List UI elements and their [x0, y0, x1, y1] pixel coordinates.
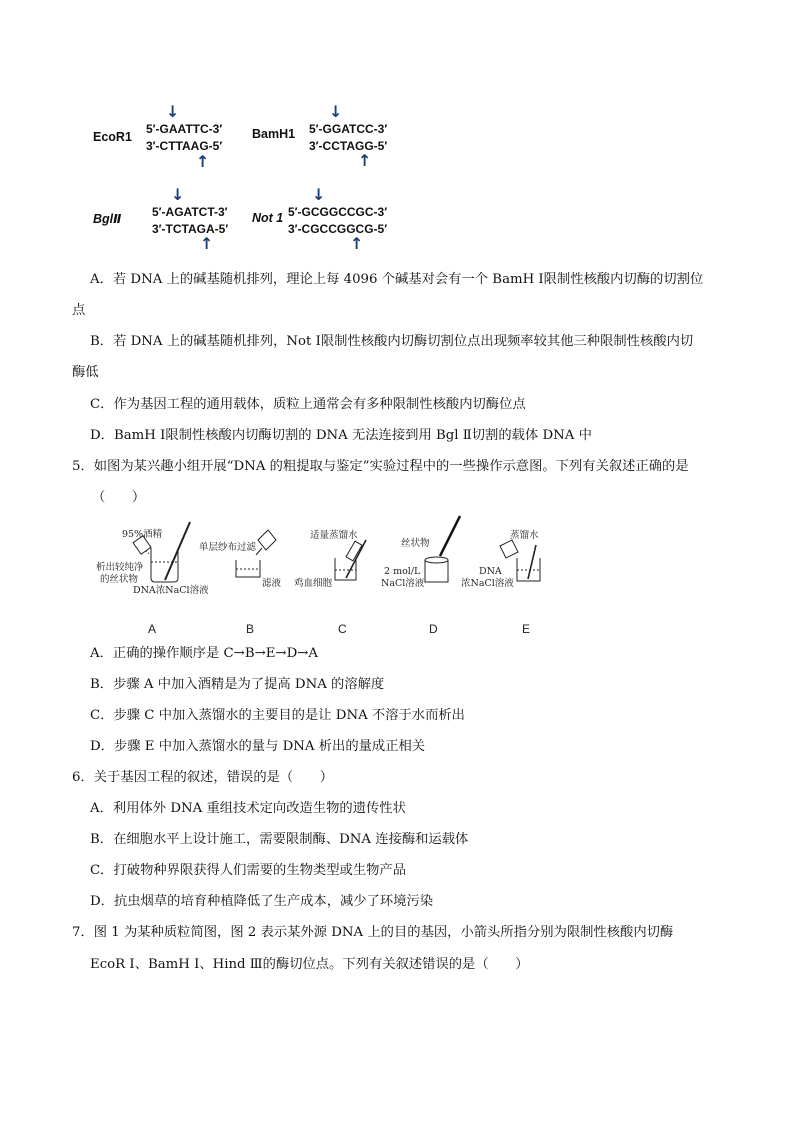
q7-stem: 7．图 1 为某种质粒简图，图 2 表示某外源 DNA 上的目的基因，小箭头所指分别为限制性核酸内切酶 [72, 925, 674, 940]
bamh1-sequence [309, 121, 387, 155]
label-a-precip-1: 析出较纯净 [96, 562, 144, 573]
ecor1-bottom-strand: 3′-CTTAAG-5′ [146, 139, 223, 153]
q6-option-c: C．打破物种界限获得人们需要的生物类型或生物产品 [90, 863, 407, 878]
enzyme-name-ecor1: EcoR1 [93, 130, 132, 144]
glass-rod-c-icon [346, 540, 366, 578]
q5-answer-blank: （ ） [92, 490, 146, 505]
ecor1-top-strand: 5′-GAATTC-3′ [146, 122, 223, 136]
not1-top-strand: 5′-GCGGCCGC-3′ [288, 205, 388, 219]
beaker-b-icon [236, 560, 260, 577]
bglii-bottom-strand: 3′-TCTAGA-5′ [152, 222, 229, 236]
cut-arrow-down-icon: ↓ [171, 185, 185, 204]
q4-option-a: A．若 DNA 上的碱基随机排列，理论上每 4096 个碱基对会有一个 BamH Ⅰ限制性核酸内切酶的切割位 [90, 272, 704, 287]
label-b-filtrate: 滤液 [262, 578, 282, 589]
cut-arrow-down-icon: ↓ [312, 185, 326, 204]
label-a-solution: DNA浓NaCl溶液 [133, 585, 209, 596]
q4-option-b: B．若 DNA 上的碱基随机排列，Not Ⅰ限制性核酸内切酶切割位点出现频率较其他三种限制性核酸内切 [90, 334, 694, 349]
q5-option-a: A．正确的操作顺序是 C→B→E→D→A [90, 646, 318, 661]
glass-rod-d-icon [440, 516, 460, 556]
enzyme-name-bglii: BglⅡ [93, 212, 122, 226]
bamh1-bottom-strand: 3′-CCTAGG-5′ [309, 139, 388, 153]
step-letter-c: C [338, 622, 347, 636]
q5-stem: 5．如图为某兴趣小组开展“DNA 的粗提取与鉴定”实验过程中的一些操作示意图。下列有关叙述正确的是 [72, 459, 689, 474]
label-e-dna-2: 浓NaCl溶液 [461, 578, 514, 589]
label-c-cells: 鸡血细胞 [294, 578, 333, 589]
q4-option-c: C．作为基因工程的通用载体，质粒上通常会有多种限制性核酸内切酶位点 [90, 397, 526, 412]
glass-rod-a-icon [165, 522, 190, 580]
q5-option-c: C．步骤 C 中加入蒸馏水的主要目的是让 DNA 不溶于水而析出 [90, 708, 465, 723]
bglii-top-strand: 5′-AGATCT-3′ [152, 205, 228, 219]
label-d-nacl-1: 2 mol/L [384, 566, 421, 577]
label-d-filament: 丝状物 [401, 538, 430, 549]
cut-arrow-up-icon: ↑ [196, 152, 210, 171]
q6-option-d: D．抗虫烟草的培育种植降低了生产成本，减少了环境污染 [90, 894, 434, 909]
enzyme-name-not1: Not 1 [252, 211, 284, 225]
enzyme-name-bamh1: BamH1 [252, 127, 296, 141]
beaker-c-icon [335, 558, 356, 580]
not1-bottom-strand: 3′-CGCCGGCG-5′ [288, 222, 388, 236]
step-letter-b: B [246, 622, 255, 636]
beaker-e-icon [517, 558, 540, 581]
q5-option-b: B．步骤 A 中加入酒精是为了提高 DNA 的溶解度 [90, 677, 385, 692]
bglii-sequence [152, 204, 228, 238]
gauze-filter-icon [258, 530, 276, 550]
step-letter-d: D [429, 622, 438, 636]
glass-rod-e-icon [528, 545, 536, 579]
q6-option-a: A．利用体外 DNA 重组技术定向改造生物的遗传性状 [90, 801, 406, 816]
q7-stem-cont: EcoR Ⅰ、BamH Ⅰ、Hind Ⅲ的酶切位点。下列有关叙述错误的是（ ） [90, 957, 529, 972]
beaker-a-icon [151, 548, 178, 582]
q6-stem: 6．关于基因工程的叙述，错误的是（ ） [72, 770, 334, 785]
label-d-nacl-2: NaCl溶液 [381, 578, 425, 589]
q4-option-b-cont: 酶低 [72, 365, 99, 380]
q4-option-a-cont: 点 [72, 303, 86, 318]
step-letter-a: A [148, 622, 157, 636]
cut-arrow-up-icon: ↑ [200, 234, 214, 253]
cut-arrow-up-icon: ↑ [350, 234, 364, 253]
label-e-dna-1: DNA [479, 566, 502, 577]
label-e-water: 蒸馏水 [510, 530, 539, 541]
bamh1-top-strand: 5′-GGATCC-3′ [309, 122, 388, 136]
measuring-cylinder-icon [346, 541, 362, 561]
cut-arrow-up-icon: ↑ [358, 151, 372, 170]
step-letter-e: E [522, 622, 531, 636]
cut-arrow-down-icon: ↓ [329, 102, 343, 121]
not1-sequence [288, 204, 387, 238]
label-c-water: 适量蒸馏水 [310, 530, 358, 541]
q5-option-d: D．步骤 E 中加入蒸馏水的量与 DNA 析出的量成正相关 [90, 739, 426, 754]
beaker-d-icon [425, 560, 448, 582]
cut-arrow-down-icon: ↓ [166, 102, 180, 121]
ecor1-sequence [146, 121, 222, 155]
pouring-beaker-icon [500, 540, 518, 558]
label-a-precip-2: 的丝状物 [100, 574, 139, 585]
label-b-gauze: 单层纱布过滤 [199, 542, 257, 553]
q4-option-d: D．BamH Ⅰ限制性核酸内切酶切割的 DNA 无法连接到用 Bgl Ⅱ切割的载体 DNA 中 [90, 428, 592, 443]
q6-option-b: B．在细胞水平上设计施工，需要限制酶、DNA 连接酶和运载体 [90, 832, 469, 847]
label-a-ethanol: 95%酒精 [122, 529, 163, 540]
